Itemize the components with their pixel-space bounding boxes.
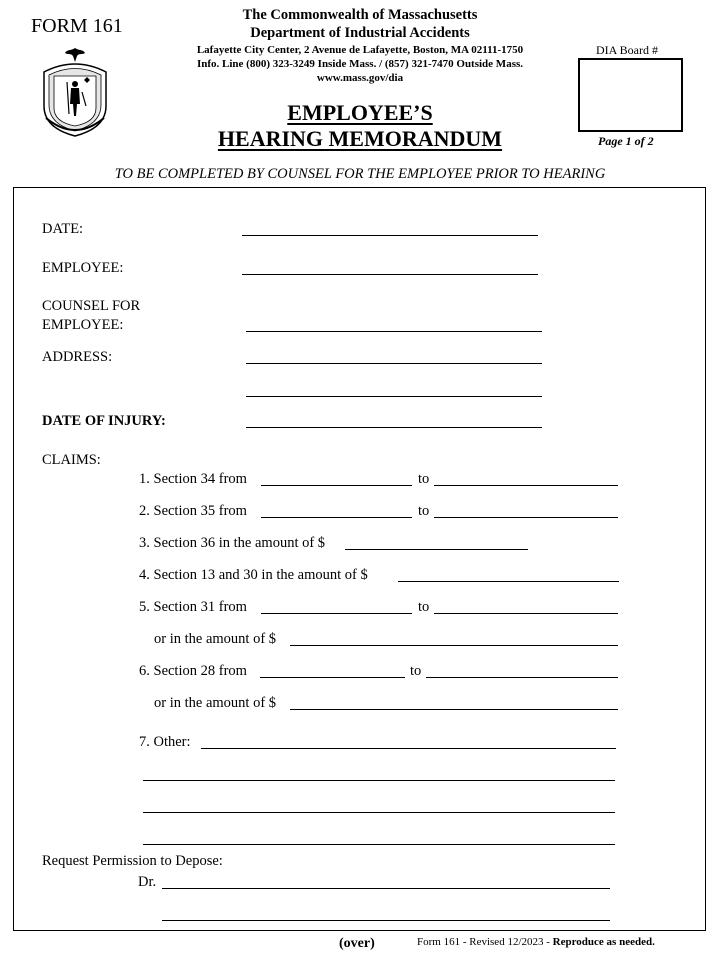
claim-6-from-field[interactable] — [260, 677, 405, 678]
employee-field[interactable] — [242, 274, 538, 275]
depose-doctor-field-line2[interactable] — [162, 920, 610, 921]
reproduce-note: Reproduce as needed. — [552, 936, 655, 948]
claims-label: CLAIMS: — [42, 452, 101, 468]
depose-dr-label: Dr. — [138, 874, 157, 890]
claim-7-other-line2[interactable] — [143, 780, 615, 781]
header-address: Lafayette City Center, 2 Avenue de Lafayette, Boston, MA 02111-1750 — [196, 44, 524, 56]
date-label: DATE: — [42, 221, 84, 237]
date-of-injury-field[interactable] — [246, 427, 542, 428]
claim-3-label: 3. Section 36 in the amount of $ — [139, 535, 326, 551]
claim-6-amount-label: or in the amount of $ — [154, 695, 277, 711]
claim-7-other-field[interactable] — [201, 748, 616, 749]
header-commonwealth: The Commonwealth of Massachusetts — [242, 7, 478, 23]
claim-5-amount-label: or in the amount of $ — [154, 631, 277, 647]
counsel-label-line2: EMPLOYEE: — [42, 317, 124, 333]
revision-text: Form 161 - Revised 12/2023 - — [417, 936, 553, 948]
claim-5-to-field[interactable] — [434, 613, 618, 614]
depose-label: Request Permission to Depose: — [42, 853, 223, 869]
claim-6-to-label: to — [410, 663, 422, 679]
address-field-line2[interactable] — [246, 396, 542, 397]
claim-6-label: 6. Section 28 from — [139, 663, 247, 679]
claim-4-label: 4. Section 13 and 30 in the amount of $ — [139, 567, 368, 583]
claim-1-to-label: to — [418, 471, 430, 487]
claim-2-to-field[interactable] — [434, 517, 618, 518]
claim-3-amount-field[interactable] — [345, 549, 528, 550]
dia-board-label: DIA Board # — [596, 43, 658, 57]
counsel-field[interactable] — [246, 331, 542, 332]
form-number: FORM 161 — [31, 15, 123, 37]
claim-4-amount-field[interactable] — [398, 581, 619, 582]
claim-2-label: 2. Section 35 from — [139, 503, 247, 519]
claim-6-to-field[interactable] — [426, 677, 618, 678]
claim-1-from-field[interactable] — [261, 485, 412, 486]
claim-5-amount-field[interactable] — [290, 645, 618, 646]
claim-1-to-field[interactable] — [434, 485, 618, 486]
address-label: ADDRESS: — [42, 349, 113, 365]
claim-5-from-field[interactable] — [261, 613, 412, 614]
page-indicator: Page 1 of 2 — [598, 134, 654, 148]
instruction-text: TO BE COMPLETED BY COUNSEL FOR THE EMPLOYEE PRIOR TO HEARING — [114, 166, 606, 182]
agency-header — [160, 6, 560, 85]
date-of-injury-label: DATE OF INJURY: — [42, 413, 166, 429]
claim-7-other-line4[interactable] — [143, 844, 615, 845]
massachusetts-seal-icon — [40, 46, 110, 138]
claim-2-to-label: to — [418, 503, 430, 519]
claim-5-to-label: to — [418, 599, 430, 615]
claim-7-label: 7. Other: — [139, 734, 191, 750]
header-phone: Info. Line (800) 323-3249 Inside Mass. / (857) 321-7470 Outside Mass. — [196, 58, 524, 70]
title-line-2: HEARING MEMORANDUM — [217, 126, 503, 151]
claim-5-label: 5. Section 31 from — [139, 599, 247, 615]
depose-doctor-field[interactable] — [162, 888, 610, 889]
address-field-line1[interactable] — [246, 363, 542, 364]
claim-6-amount-field[interactable] — [290, 709, 618, 710]
title-line-1: EMPLOYEE’S — [287, 100, 433, 125]
claim-2-from-field[interactable] — [261, 517, 412, 518]
page-title — [170, 100, 550, 152]
header-website: www.mass.gov/dia — [316, 72, 404, 84]
claim-7-other-line3[interactable] — [143, 812, 615, 813]
revision-note — [417, 936, 655, 948]
header-department: Department of Industrial Accidents — [250, 25, 470, 41]
claim-1-label: 1. Section 34 from — [139, 471, 247, 487]
counsel-label-line1: COUNSEL FOR — [42, 298, 141, 314]
dia-board-input[interactable] — [578, 58, 683, 132]
over-indicator: (over) — [339, 936, 375, 951]
date-field[interactable] — [242, 235, 538, 236]
employee-label: EMPLOYEE: — [42, 260, 124, 276]
